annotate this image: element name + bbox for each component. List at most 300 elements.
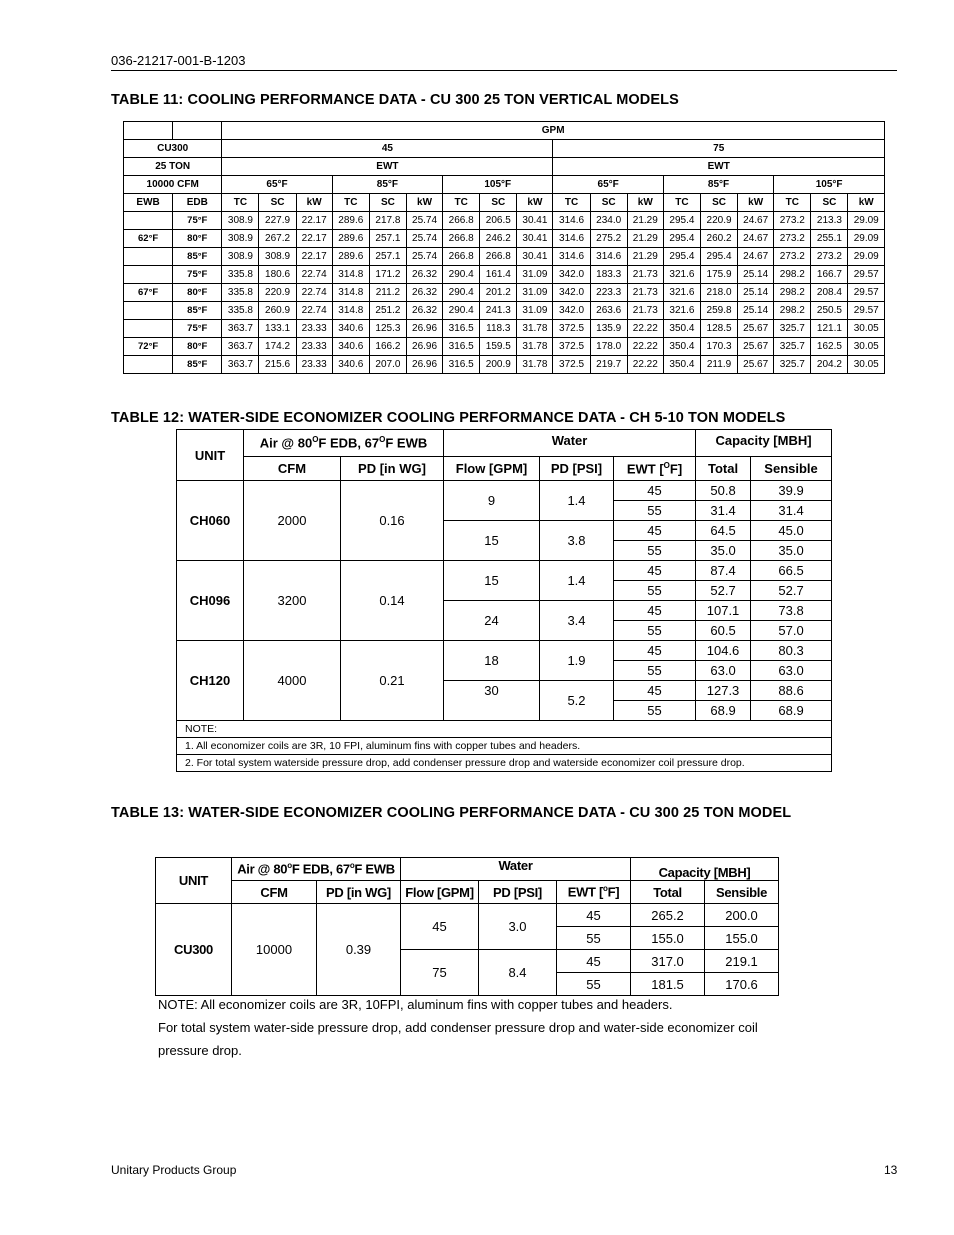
table13-water-header: Water xyxy=(401,858,631,881)
table12-total-cell: 35.0 xyxy=(696,541,751,561)
table12-flow-header: Flow [GPM] xyxy=(444,457,540,481)
table11-temp-header: 85°F xyxy=(332,176,442,194)
table11-value-cell: 30.41 xyxy=(517,230,553,248)
table11-ewb-cell xyxy=(124,320,173,338)
table13-pd-psi-cell: 3.0 xyxy=(479,904,557,950)
table11-value-cell: 23.33 xyxy=(296,356,332,374)
table11-col-header: TC xyxy=(663,194,700,212)
table11-col-header: kW xyxy=(517,194,553,212)
table13-title: TABLE 13: WATER-SIDE ECONOMIZER COOLING PERFORMANCE DATA - CU 300 25 TON MODEL xyxy=(111,805,792,821)
table12-pd-psi-cell: 1.4 xyxy=(540,481,614,521)
table11-value-cell: 220.9 xyxy=(259,284,296,302)
table-row xyxy=(124,284,885,302)
table11-value-cell: 22.22 xyxy=(627,320,663,338)
table11-value-cell: 207.0 xyxy=(369,356,406,374)
table12-total-cell: 64.5 xyxy=(696,521,751,541)
table11-col-header: TC xyxy=(553,194,590,212)
table12-pd-psi-cell: 5.2 xyxy=(540,681,614,721)
table12-sensible-cell: 35.0 xyxy=(751,541,832,561)
table12-ewt-cell: 45 xyxy=(614,641,696,661)
table11-value-cell: 180.6 xyxy=(259,266,296,284)
table11-value-cell: 321.6 xyxy=(663,266,700,284)
table11-edb-cell: 85°F xyxy=(173,356,222,374)
table12-flow-cell: 18 xyxy=(444,641,540,681)
table13-flow-cell: 75 xyxy=(401,950,479,996)
table-row xyxy=(177,641,832,661)
table11-value-cell: 314.8 xyxy=(332,302,369,320)
table12-flow-cell: 24 xyxy=(444,601,540,641)
table12-total-cell: 31.4 xyxy=(696,501,751,521)
table11-value-cell: 25.74 xyxy=(406,248,442,266)
table12-total-cell: 52.7 xyxy=(696,581,751,601)
table12-air-header: Air @ $80^OF$ EDB, $67^OF$ EWB xyxy=(244,430,444,457)
table11-value-cell: 266.8 xyxy=(443,230,480,248)
footer-company: Unitary Products Group xyxy=(111,1163,237,1177)
table11-value-cell: 340.6 xyxy=(332,338,369,356)
table11-value-cell: 273.2 xyxy=(811,248,848,266)
table12-total-cell: 107.1 xyxy=(696,601,751,621)
table11-value-cell: 22.17 xyxy=(296,248,332,266)
table11-value-cell: 211.2 xyxy=(369,284,406,302)
table12-total-cell: 60.5 xyxy=(696,621,751,641)
table12-pd-psi-header: PD [PSI] xyxy=(540,457,614,481)
table12-ewt-cell: 45 xyxy=(614,481,696,501)
table13-cfm-header: CFM xyxy=(232,881,317,904)
table12-ewt-cell: 55 xyxy=(614,501,696,521)
table11-value-cell: 234.0 xyxy=(590,212,627,230)
table11-value-cell: 22.22 xyxy=(627,338,663,356)
table11-value-cell: 316.5 xyxy=(443,356,480,374)
table12-flow-cell: 15 xyxy=(444,521,540,561)
table11-value-cell: 298.2 xyxy=(774,302,811,320)
document-number: 036-21217-001-B-1203 xyxy=(111,53,246,68)
table11-value-cell: 325.7 xyxy=(774,320,811,338)
table11-value-cell: 31.78 xyxy=(517,338,553,356)
table11-value-cell: 175.9 xyxy=(700,266,737,284)
table11-value-cell: 204.2 xyxy=(811,356,848,374)
table11-value-cell: 21.73 xyxy=(627,302,663,320)
table12-pd-wg-cell: 0.21 xyxy=(341,641,444,721)
table11-value-cell: 218.0 xyxy=(700,284,737,302)
table11-ewb-cell xyxy=(124,302,173,320)
table11-value-cell: 29.57 xyxy=(848,302,885,320)
table11-value-cell: 342.0 xyxy=(553,266,590,284)
table11-value-cell: 219.7 xyxy=(590,356,627,374)
table11-value-cell: 133.1 xyxy=(259,320,296,338)
table12-total-cell: 127.3 xyxy=(696,681,751,701)
table13-ewt-cell: 45 xyxy=(557,950,631,973)
table13-flow-header: Flow [GPM] xyxy=(401,881,479,904)
table11-value-cell: 22.74 xyxy=(296,302,332,320)
table11-value-cell: 25.74 xyxy=(406,230,442,248)
table11-temp-header: 65°F xyxy=(553,176,663,194)
table11-col-header: kW xyxy=(296,194,332,212)
table11-value-cell: 22.17 xyxy=(296,230,332,248)
table11-value-cell: 350.4 xyxy=(663,356,700,374)
table11-value-cell: 273.2 xyxy=(774,212,811,230)
table11-value-cell: 255.1 xyxy=(811,230,848,248)
table12-ewt-cell: 55 xyxy=(614,661,696,681)
table12-total-cell: 68.9 xyxy=(696,701,751,721)
table12-sensible-cell: 73.8 xyxy=(751,601,832,621)
table11-value-cell: 308.9 xyxy=(259,248,296,266)
table11-value-cell: 290.4 xyxy=(443,302,480,320)
table11-value-cell: 298.2 xyxy=(774,266,811,284)
table11-value-cell: 372.5 xyxy=(553,356,590,374)
table11-ewb-cell: 72°F xyxy=(124,338,173,356)
table12-cfm-cell: 3200 xyxy=(244,561,341,641)
table11-col-header: TC xyxy=(443,194,480,212)
table11-ewb-cell xyxy=(124,266,173,284)
table-row xyxy=(124,320,885,338)
table11-value-cell: 162.5 xyxy=(811,338,848,356)
table11-value-cell: 29.09 xyxy=(848,248,885,266)
table11-value-cell: 241.3 xyxy=(480,302,517,320)
table12-cfm-cell: 4000 xyxy=(244,641,341,721)
table11-value-cell: 295.4 xyxy=(663,248,700,266)
table11-ewb-header: EWB xyxy=(124,194,173,212)
table11-value-cell: 314.8 xyxy=(332,284,369,302)
table11-col-header: SC xyxy=(369,194,406,212)
table13-capacity-header: Capacity [MBH] xyxy=(631,858,779,881)
table12-note-label: NOTE: xyxy=(177,721,832,738)
table11-value-cell: 25.67 xyxy=(738,356,774,374)
table11-value-cell: 372.5 xyxy=(553,338,590,356)
table12-note: 1. All economizer coils are 3R, 10 FPI, aluminum fins with copper tubes and headers. xyxy=(177,738,832,755)
table11-col-header: kW xyxy=(627,194,663,212)
table11-value-cell: 260.2 xyxy=(700,230,737,248)
table12-unit-header: UNIT xyxy=(177,430,244,481)
table-row xyxy=(177,561,832,581)
table12-pd-psi-cell: 1.4 xyxy=(540,561,614,601)
table12-unit-name: CH096 xyxy=(177,561,244,641)
table13-sensible-cell: 155.0 xyxy=(705,927,779,950)
table11-value-cell: 211.9 xyxy=(700,356,737,374)
table12-sensible-cell: 66.5 xyxy=(751,561,832,581)
table11-edb-cell: 75°F xyxy=(173,212,222,230)
table11-edb-cell: 75°F xyxy=(173,266,222,284)
page-number: 13 xyxy=(884,1163,898,1177)
table11-ewt-header: EWT xyxy=(222,158,553,176)
table12-ewt-header: EWT [$^O$F] xyxy=(614,457,696,481)
table11-value-cell: 25.14 xyxy=(738,302,774,320)
table-row xyxy=(124,356,885,374)
table11-value-cell: 201.2 xyxy=(480,284,517,302)
table11-unit: CU300 xyxy=(124,140,222,158)
table11-value-cell: 22.17 xyxy=(296,212,332,230)
table11-value-cell: 314.6 xyxy=(553,212,590,230)
table11-value-cell: 223.3 xyxy=(590,284,627,302)
table13-flow-cell: 45 xyxy=(401,904,479,950)
table13-total-cell: 317.0 xyxy=(631,950,705,973)
table12-ewt-cell: 45 xyxy=(614,521,696,541)
table11-gpm-header: GPM xyxy=(222,122,885,140)
table11-blank-cell xyxy=(173,122,222,140)
table13-air-header: Air @ 80$^o$F EDB, 67$^o$F EWB xyxy=(232,858,401,881)
table11-value-cell: 342.0 xyxy=(553,302,590,320)
table11-value-cell: 174.2 xyxy=(259,338,296,356)
table11-value-cell: 273.2 xyxy=(774,230,811,248)
table11-col-header: TC xyxy=(774,194,811,212)
table11-value-cell: 170.3 xyxy=(700,338,737,356)
table11-value-cell: 298.2 xyxy=(774,284,811,302)
table12-sensible-cell: 88.6 xyxy=(751,681,832,701)
table11-value-cell: 22.74 xyxy=(296,266,332,284)
table11-temp-header: 105°F xyxy=(443,176,553,194)
table11-gpm-value: 45 xyxy=(222,140,553,158)
table12-sensible-cell: 57.0 xyxy=(751,621,832,641)
table11-col-header: SC xyxy=(590,194,627,212)
table11 xyxy=(123,121,885,374)
table11-value-cell: 30.05 xyxy=(848,320,885,338)
table11-value-cell: 273.2 xyxy=(774,248,811,266)
table11-value-cell: 251.2 xyxy=(369,302,406,320)
table11-temp-header: 65°F xyxy=(222,176,332,194)
table11-value-cell: 25.67 xyxy=(738,320,774,338)
table11-value-cell: 22.74 xyxy=(296,284,332,302)
table13-pd-psi-cell: 8.4 xyxy=(479,950,557,996)
table11-value-cell: 290.4 xyxy=(443,266,480,284)
table13-total-cell: 265.2 xyxy=(631,904,705,927)
table12-sensible-header: Sensible xyxy=(751,457,832,481)
table11-edb-cell: 80°F xyxy=(173,284,222,302)
table11-value-cell: 342.0 xyxy=(553,284,590,302)
table11-col-header: kW xyxy=(848,194,885,212)
table13-ewt-header: EWT [$^o$F] xyxy=(557,881,631,904)
table12-total-cell: 63.0 xyxy=(696,661,751,681)
table11-blank-cell xyxy=(124,122,173,140)
table12-sensible-cell: 31.4 xyxy=(751,501,832,521)
table11-edb-header: EDB xyxy=(173,194,222,212)
table13-pd-wg-header: PD [in WG] xyxy=(317,881,401,904)
table11-value-cell: 325.7 xyxy=(774,338,811,356)
table13-unit-header: UNIT xyxy=(156,858,232,904)
table11-value-cell: 24.67 xyxy=(738,230,774,248)
table-row xyxy=(124,212,885,230)
table12-pd-psi-cell: 3.8 xyxy=(540,521,614,561)
table11-value-cell: 23.33 xyxy=(296,320,332,338)
table11-value-cell: 21.29 xyxy=(627,248,663,266)
table11-value-cell: 321.6 xyxy=(663,284,700,302)
table11-value-cell: 206.5 xyxy=(480,212,517,230)
table12-sensible-cell: 68.9 xyxy=(751,701,832,721)
table11-value-cell: 335.8 xyxy=(222,266,259,284)
table13-unit-name: CU300 xyxy=(156,904,232,996)
table11-temp-header: 85°F xyxy=(663,176,773,194)
table12-cfm-header: CFM xyxy=(244,457,341,481)
table13-sensible-header: Sensible xyxy=(705,881,779,904)
table12-ewt-cell: 45 xyxy=(614,561,696,581)
table11-value-cell: 24.67 xyxy=(738,248,774,266)
table11-value-cell: 30.41 xyxy=(517,248,553,266)
table11-value-cell: 314.6 xyxy=(590,248,627,266)
table11-value-cell: 257.1 xyxy=(369,248,406,266)
table11-value-cell: 135.9 xyxy=(590,320,627,338)
table11-edb-cell: 85°F xyxy=(173,302,222,320)
table11-value-cell: 26.96 xyxy=(406,320,442,338)
table11-value-cell: 295.4 xyxy=(700,248,737,266)
table11-ewb-cell: 67°F xyxy=(124,284,173,302)
table11-value-cell: 21.73 xyxy=(627,266,663,284)
table13-note: For total system water-side pressure drop, add condenser pressure drop and water-side economizer coil xyxy=(158,1020,758,1035)
table-row xyxy=(124,248,885,266)
table11-value-cell: 263.6 xyxy=(590,302,627,320)
table-row xyxy=(124,338,885,356)
table11-value-cell: 118.3 xyxy=(480,320,517,338)
table13-total-header: Total xyxy=(631,881,705,904)
table11-ewb-cell xyxy=(124,356,173,374)
table12-note: 2. For total system waterside pressure drop, add condenser pressure drop and waterside economizer coil pressure drop. xyxy=(177,755,832,772)
table11-value-cell: 290.4 xyxy=(443,284,480,302)
table11-value-cell: 266.8 xyxy=(443,248,480,266)
table12-ewt-cell: 45 xyxy=(614,681,696,701)
table11-value-cell: 260.9 xyxy=(259,302,296,320)
table12-unit-name: CH060 xyxy=(177,481,244,561)
table13 xyxy=(155,857,779,996)
table11-value-cell: 246.2 xyxy=(480,230,517,248)
table12-ewt-cell: 45 xyxy=(614,601,696,621)
table11-value-cell: 25.67 xyxy=(738,338,774,356)
table11-value-cell: 166.2 xyxy=(369,338,406,356)
table11-value-cell: 266.8 xyxy=(443,212,480,230)
table11-value-cell: 31.09 xyxy=(517,302,553,320)
table11-value-cell: 159.5 xyxy=(480,338,517,356)
table11-value-cell: 31.78 xyxy=(517,320,553,338)
table11-value-cell: 289.6 xyxy=(332,212,369,230)
table12-ewt-cell: 55 xyxy=(614,701,696,721)
table11-col-header: SC xyxy=(700,194,737,212)
table-row xyxy=(124,266,885,284)
table11-value-cell: 25.74 xyxy=(406,212,442,230)
table11-value-cell: 250.5 xyxy=(811,302,848,320)
table11-value-cell: 31.78 xyxy=(517,356,553,374)
table11-value-cell: 340.6 xyxy=(332,320,369,338)
table11-value-cell: 227.9 xyxy=(259,212,296,230)
table12-ewt-cell: 55 xyxy=(614,581,696,601)
table-row xyxy=(124,302,885,320)
table12-flow-cell: 30 xyxy=(444,681,540,721)
table11-value-cell: 363.7 xyxy=(222,356,259,374)
table11-value-cell: 295.4 xyxy=(663,230,700,248)
table11-value-cell: 208.4 xyxy=(811,284,848,302)
table-row xyxy=(156,904,779,927)
table11-value-cell: 295.4 xyxy=(663,212,700,230)
table11-value-cell: 217.8 xyxy=(369,212,406,230)
table11-value-cell: 26.32 xyxy=(406,302,442,320)
header-rule xyxy=(111,70,897,71)
table11-ewb-cell: 62°F xyxy=(124,230,173,248)
table11-value-cell: 372.5 xyxy=(553,320,590,338)
table12-pd-wg-cell: 0.14 xyxy=(341,561,444,641)
table11-value-cell: 121.1 xyxy=(811,320,848,338)
table11-value-cell: 25.14 xyxy=(738,284,774,302)
table11-ton: 25 TON xyxy=(124,158,222,176)
table11-value-cell: 30.05 xyxy=(848,356,885,374)
table11-col-header: SC xyxy=(480,194,517,212)
table11-value-cell: 266.8 xyxy=(480,248,517,266)
table12-sensible-cell: 80.3 xyxy=(751,641,832,661)
table11-value-cell: 171.2 xyxy=(369,266,406,284)
table11-col-header: TC xyxy=(222,194,259,212)
table11-col-header: SC xyxy=(259,194,296,212)
table11-col-header: SC xyxy=(811,194,848,212)
table11-value-cell: 213.3 xyxy=(811,212,848,230)
table11-col-header: kW xyxy=(406,194,442,212)
table12-total-cell: 87.4 xyxy=(696,561,751,581)
table-row xyxy=(177,481,832,501)
table11-value-cell: 26.96 xyxy=(406,338,442,356)
table11-value-cell: 161.4 xyxy=(480,266,517,284)
table11-value-cell: 29.57 xyxy=(848,284,885,302)
table12-flow-cell: 15 xyxy=(444,561,540,601)
table11-value-cell: 24.67 xyxy=(738,212,774,230)
table12-sensible-cell: 63.0 xyxy=(751,661,832,681)
table13-total-cell: 155.0 xyxy=(631,927,705,950)
table13-ewt-cell: 55 xyxy=(557,973,631,996)
table11-edb-cell: 80°F xyxy=(173,230,222,248)
table11-value-cell: 340.6 xyxy=(332,356,369,374)
table12-total-cell: 104.6 xyxy=(696,641,751,661)
table12-ewt-cell: 55 xyxy=(614,621,696,641)
table12 xyxy=(176,429,832,772)
table11-value-cell: 289.6 xyxy=(332,248,369,266)
table11-value-cell: 308.9 xyxy=(222,212,259,230)
table12-title: TABLE 12: WATER-SIDE ECONOMIZER COOLING PERFORMANCE DATA - CH 5-10 TON MODELS xyxy=(111,410,786,426)
table11-value-cell: 350.4 xyxy=(663,338,700,356)
table11-ewb-cell xyxy=(124,212,173,230)
table11-value-cell: 22.22 xyxy=(627,356,663,374)
table11-value-cell: 29.09 xyxy=(848,230,885,248)
table13-sensible-cell: 200.0 xyxy=(705,904,779,927)
table11-ewb-cell xyxy=(124,248,173,266)
table11-edb-cell: 80°F xyxy=(173,338,222,356)
table11-value-cell: 321.6 xyxy=(663,302,700,320)
table11-value-cell: 275.2 xyxy=(590,230,627,248)
table12-pd-wg-cell: 0.16 xyxy=(341,481,444,561)
table11-value-cell: 200.9 xyxy=(480,356,517,374)
table11-value-cell: 335.8 xyxy=(222,302,259,320)
table11-gpm-value: 75 xyxy=(553,140,885,158)
table11-edb-cell: 85°F xyxy=(173,248,222,266)
table11-value-cell: 128.5 xyxy=(700,320,737,338)
table13-pd-psi-header: PD [PSI] xyxy=(479,881,557,904)
table12-total-cell: 50.8 xyxy=(696,481,751,501)
table12-capacity-header: Capacity [MBH] xyxy=(696,430,832,457)
table11-value-cell: 308.9 xyxy=(222,248,259,266)
table11-value-cell: 350.4 xyxy=(663,320,700,338)
table13-note: NOTE: All economizer coils are 3R, 10FPI, aluminum fins with copper tubes and headers. xyxy=(158,997,673,1012)
table11-value-cell: 166.7 xyxy=(811,266,848,284)
table11-value-cell: 308.9 xyxy=(222,230,259,248)
table13-cfm-cell: 10000 xyxy=(232,904,317,996)
table11-value-cell: 21.29 xyxy=(627,230,663,248)
table12-sensible-cell: 52.7 xyxy=(751,581,832,601)
table13-note: pressure drop. xyxy=(158,1043,242,1058)
table11-value-cell: 363.7 xyxy=(222,320,259,338)
table12-sensible-cell: 45.0 xyxy=(751,521,832,541)
table11-value-cell: 26.32 xyxy=(406,284,442,302)
table12-ewt-cell: 55 xyxy=(614,541,696,561)
table12-total-header: Total xyxy=(696,457,751,481)
table13-ewt-cell: 45 xyxy=(557,904,631,927)
table11-value-cell: 316.5 xyxy=(443,338,480,356)
table11-value-cell: 26.32 xyxy=(406,266,442,284)
table13-sensible-cell: 170.6 xyxy=(705,973,779,996)
table12-cfm-cell: 2000 xyxy=(244,481,341,561)
table11-value-cell: 325.7 xyxy=(774,356,811,374)
table11-temp-header: 105°F xyxy=(774,176,885,194)
table12-pd-psi-cell: 1.9 xyxy=(540,641,614,681)
